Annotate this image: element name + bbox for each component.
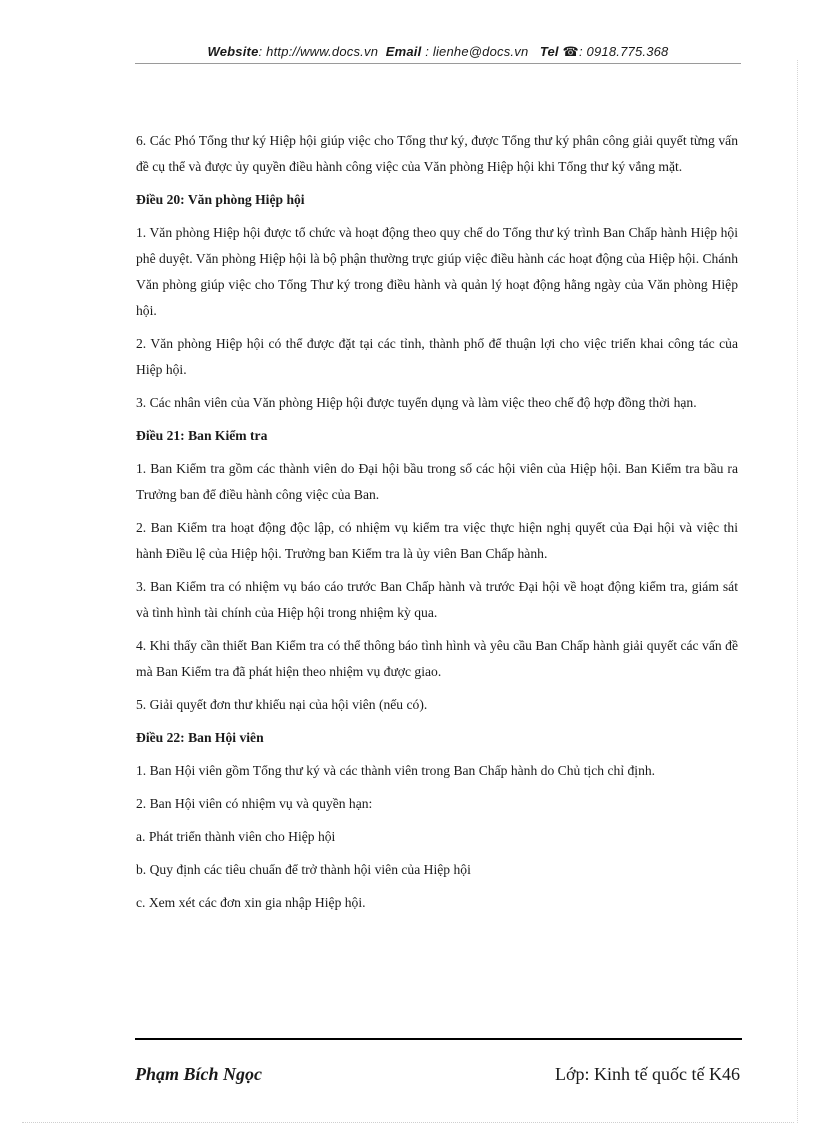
paragraph-21-1: 1. Ban Kiểm tra gồm các thành viên do Đại hội bầu trong số các hội viên của Hiệp hội. Ban Kiểm tra bầu ra Trưởng ban để điều hành công việc của Ban.	[136, 461, 738, 502]
article-22-heading: Điều 22: Ban Hội viên	[136, 730, 264, 745]
website-label: Website	[207, 44, 259, 59]
paragraph-21-5: 5. Giải quyết đơn thư khiếu nại của hội viên (nếu có).	[136, 697, 428, 712]
paragraph-22-b: b. Quy định các tiêu chuẩn để trở thành hội viên của Hiệp hội	[136, 862, 471, 877]
paragraph-21-4: 4. Khi thấy cần thiết Ban Kiểm tra có thể thông báo tình hình và yêu cầu Ban Chấp hành giải quyết các vấn đề mà Ban Kiểm tra đã phát hiện theo nhiệm vụ được giao.	[136, 638, 738, 679]
website-value[interactable]: : http://www.docs.vn	[258, 44, 379, 59]
article-20-heading: Điều 20: Văn phòng Hiệp hội	[136, 192, 305, 207]
paragraph-20-1: 1. Văn phòng Hiệp hội được tổ chức và hoạt động theo quy chế do Tổng thư ký trình Ban Chấp hành Hiệp hội phê duyệt. Văn phòng Hiệp hội là bộ phận thường trực giúp việc điều hành các hoạt động của Hiệp hội. Chánh Văn phòng giúp việc cho Tổng Thư ký trong điều hành và quản lý hoạt động hằng ngày của Văn phòng Hiệp hội.	[136, 225, 738, 318]
paragraph-19-6: 6. Các Phó Tổng thư ký Hiệp hội giúp việc cho Tổng thư ký, được Tổng thư ký phân công giải quyết từng vấn đề cụ thể và được ủy quyền điều hành công việc của Văn phòng Hiệp hội khi Tổng thư ký vắng mặt.	[136, 133, 738, 174]
tel-value: : 0918.775.368	[578, 44, 669, 59]
paragraph-22-1: 1. Ban Hội viên gồm Tổng thư ký và các thành viên trong Ban Chấp hành do Chủ tịch chỉ định.	[136, 763, 656, 778]
tel-label: Tel	[539, 44, 559, 59]
paragraph-22-2: 2. Ban Hội viên có nhiệm vụ và quyền hạn:	[136, 796, 373, 811]
footer-divider	[135, 1038, 742, 1040]
article-21-heading: Điều 21: Ban Kiểm tra	[136, 428, 268, 443]
footer-author: Phạm Bích Ngọc	[135, 1064, 263, 1084]
telephone-icon: ☎	[562, 44, 579, 59]
email-label: Email	[385, 44, 422, 59]
document-body	[136, 128, 738, 923]
email-value[interactable]: : lienhe@docs.vn	[425, 44, 529, 59]
paragraph-21-3: 3. Ban Kiểm tra có nhiệm vụ báo cáo trước Ban Chấp hành và trước Đại hội về hoạt động kiểm tra, giám sát và tình hình tài chính của Hiệp hội trong nhiệm kỳ qua.	[136, 579, 738, 620]
paragraph-20-2: 2. Văn phòng Hiệp hội có thể được đặt tại các tỉnh, thành phố để thuận lợi cho việc triển khai công tác của Hiệp hội.	[136, 336, 738, 377]
page-header	[135, 44, 741, 60]
page-border-right	[797, 60, 798, 1123]
paragraph-22-c: c. Xem xét các đơn xin gia nhập Hiệp hội.	[136, 895, 366, 910]
paragraph-21-2: 2. Ban Kiểm tra hoạt động độc lập, có nhiệm vụ kiểm tra việc thực hiện nghị quyết của Đại hội và việc thi hành Điều lệ của Hiệp hội. Trưởng ban Kiểm tra là ủy viên Ban Chấp hành.	[136, 520, 738, 561]
footer-class: Lớp: Kinh tế quốc tế K46	[555, 1064, 740, 1084]
paragraph-20-3: 3. Các nhân viên của Văn phòng Hiệp hội được tuyển dụng và làm việc theo chế độ hợp đồng thời hạn.	[136, 395, 697, 410]
header-divider	[135, 63, 741, 64]
paragraph-22-a: a. Phát triển thành viên cho Hiệp hội	[136, 829, 336, 844]
